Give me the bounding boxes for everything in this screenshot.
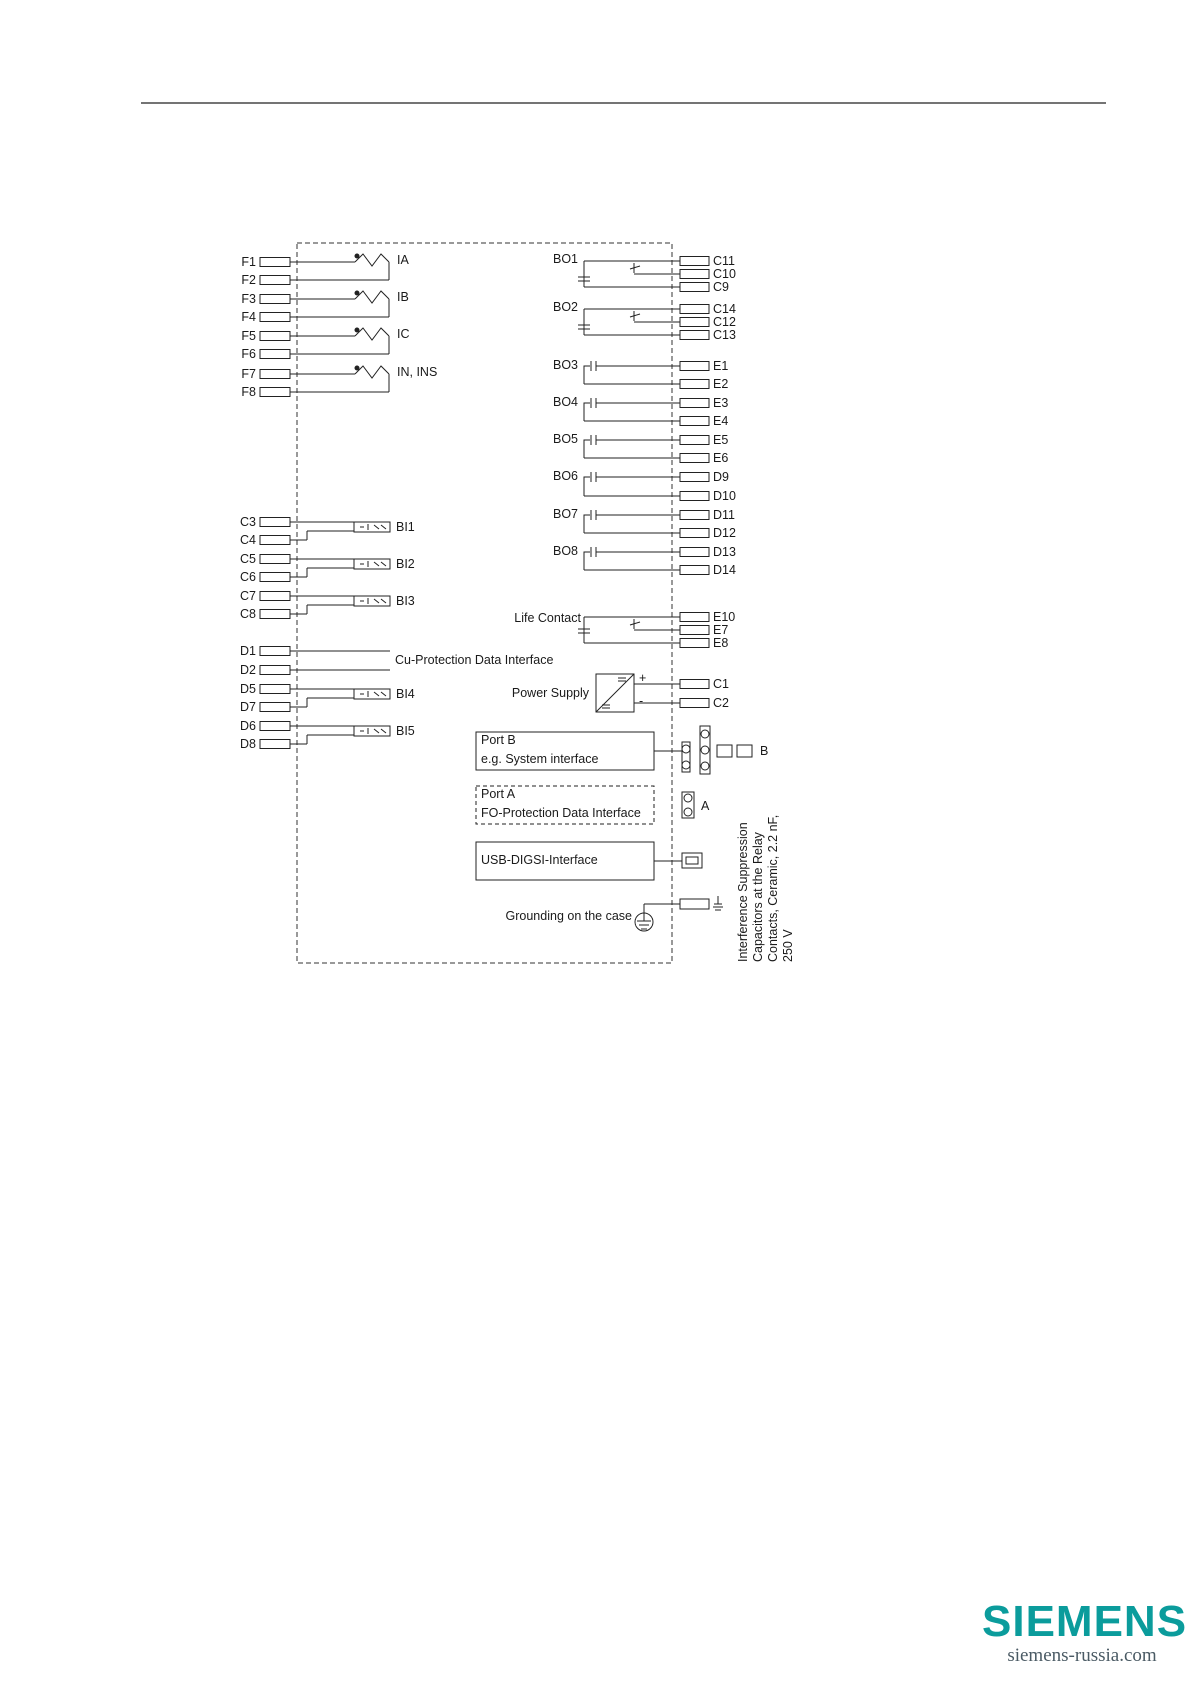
terminal-c6 [260,573,290,582]
terminal-e10 [680,613,709,622]
cu-interface-label: Cu-Protection Data Interface [395,653,554,667]
optocoupler-bi1 [354,522,390,532]
port-b-subtitle: e.g. System interface [481,752,599,766]
terminal-e6 [680,454,709,463]
logo-site: siemens-russia.com [1007,1645,1157,1666]
optocoupler-symbol [360,598,386,604]
port-a-pin [684,794,692,802]
relay-label-bo6: BO6 [553,469,579,483]
terminal-label-e10: E10 [713,610,736,624]
terminal-label-c7: C7 [240,589,256,603]
terminal-label-f1: F1 [241,255,256,269]
terminal-label-c9: C9 [713,280,729,294]
terminal-d12 [680,529,709,538]
side-note-line: Contacts, Ceramic, 2.2 nF, [766,814,780,962]
current-input-label-ic: IC [397,327,410,341]
terminal-c10 [680,270,709,279]
terminal-label-d12: D12 [713,526,736,540]
terminal-label-c12: C12 [713,315,736,329]
relay-wire [584,552,590,570]
terminal-label-d6: D6 [240,719,256,733]
relay-wire [584,515,590,533]
ground-symbol [637,913,651,929]
optocoupler-bi2 [354,559,390,569]
terminal-label-d11: D11 [713,508,736,522]
binary-input-label-bi3: BI3 [396,594,415,608]
terminal-f5 [260,332,290,341]
terminal-c4 [260,536,290,545]
terminal-label-f5: F5 [241,329,256,343]
terminal-e8 [680,639,709,648]
terminal-c8 [260,610,290,619]
terminal-c14 [680,305,709,314]
life-contact-label: Life Contact [514,611,581,625]
terminal-label-e6: E6 [713,451,729,465]
usb-label: USB-DIGSI-Interface [481,853,598,867]
terminal-label-c6: C6 [240,570,256,584]
terminal-label-c2: C2 [713,696,729,710]
relay-label-bo7: BO7 [553,507,579,521]
current-input-label-ib: IB [397,290,409,304]
terminal-label-e5: E5 [713,433,729,447]
terminal-label-e1: E1 [713,359,729,373]
terminal-label-c3: C3 [240,515,256,529]
relay-wire [584,477,590,496]
port-b-plug [737,745,752,757]
terminal-d7 [260,703,290,712]
relay-label-bo2: BO2 [553,300,579,314]
ct-polarity-dot [355,254,359,258]
terminal-c3 [260,518,290,527]
ct-polarity-dot [355,291,359,295]
side-note-line: Capacitors at the Relay [751,832,765,962]
terminal-label-d1: D1 [240,644,256,658]
port-b-pin [682,761,690,769]
terminal-label-d8: D8 [240,737,256,751]
terminal-f8 [260,388,290,397]
terminal-d11 [680,511,709,520]
ground-terminal [680,899,709,909]
ct-polarity-dot [355,366,359,370]
terminal-f2 [260,276,290,285]
terminal-label-f4: F4 [241,310,256,324]
power-plus-sign: + [639,671,647,685]
grounding-label: Grounding on the case [505,909,632,923]
relay-wire [584,440,590,458]
relay-contact [630,314,640,317]
port-a-connector [682,792,694,818]
optocoupler-symbol [360,691,386,697]
ground-terminal-icon [713,896,723,910]
terminal-d10 [680,492,709,501]
usb-connector-icon [682,853,702,868]
terminal-label-e8: E8 [713,636,729,650]
terminal-e4 [680,417,709,426]
ct-coil [355,291,389,303]
current-input-label-ia: IA [397,253,409,267]
terminal-label-e3: E3 [713,396,729,410]
terminal-label-d5: D5 [240,682,256,696]
optocoupler-bi3 [354,596,390,606]
ct-coil [355,254,389,266]
terminal-label-c1: C1 [713,677,729,691]
binary-input-label-bi1: BI1 [396,520,415,534]
terminal-f6 [260,350,290,359]
relay-label-bo4: BO4 [553,395,579,409]
terminal-label-f8: F8 [241,385,256,399]
terminal-d1 [260,647,290,656]
ct-coil [355,328,389,340]
terminal-d9 [680,473,709,482]
terminal-label-e7: E7 [713,623,729,637]
side-note-line: Interference Suppression [736,822,750,962]
port-b-connector-label: B [760,744,769,758]
terminal-d6 [260,722,290,731]
relay-label-bo8: BO8 [553,544,579,558]
optocoupler-symbol [360,561,386,567]
relay-label-bo1: BO1 [553,252,579,266]
terminal-d13 [680,548,709,557]
terminal-c11 [680,257,709,266]
optocoupler-symbol [360,728,386,734]
terminal-f7 [260,370,290,379]
port-b-title: Port B [481,733,516,747]
optocoupler-bi5 [354,726,390,736]
terminal-label-d7: D7 [240,700,256,714]
terminal-e3 [680,399,709,408]
terminal-e7 [680,626,709,635]
binary-input-label-bi5: BI5 [396,724,415,738]
current-input-label-in-ins: IN, INS [397,365,438,379]
terminal-label-e2: E2 [713,377,729,391]
terminal-c9 [680,283,709,292]
terminal-label-c11: C11 [713,254,736,268]
terminal-d14 [680,566,709,575]
port-a-connector-label: A [701,799,710,813]
terminal-e2 [680,380,709,389]
relay-contact [630,266,640,269]
optocoupler-bi4 [354,689,390,699]
terminal-c7 [260,592,290,601]
usb-connector-icon [686,857,698,864]
port-b-pin [701,762,709,770]
dc-symbol [602,705,610,708]
terminal-label-d9: D9 [713,470,729,484]
logo-brand: SIEMENS [982,1597,1188,1646]
binary-input-label-bi2: BI2 [396,557,415,571]
terminal-label-c10: C10 [713,267,736,281]
port-a-subtitle: FO-Protection Data Interface [481,806,641,820]
terminal-label-f3: F3 [241,292,256,306]
power-supply-converter [596,674,634,712]
port-b-pin [682,745,690,753]
terminal-f3 [260,295,290,304]
terminal-f1 [260,258,290,267]
terminal-label-f7: F7 [241,367,256,381]
terminal-d2 [260,666,290,675]
side-note-line: 250 V [781,929,795,962]
port-a-pin [684,808,692,816]
dc-symbol [618,678,626,681]
terminal-label-c4: C4 [240,533,256,547]
port-b-pin [701,730,709,738]
port-a-title: Port A [481,787,516,801]
ct-coil [355,366,389,378]
terminal-e1 [680,362,709,371]
terminal-c2 [680,699,709,708]
terminal-c5 [260,555,290,564]
optocoupler-symbol [360,524,386,530]
relay-contact [630,622,640,625]
terminal-label-f6: F6 [241,347,256,361]
relay-wire [584,403,590,421]
relay-label-bo5: BO5 [553,432,579,446]
terminal-c1 [680,680,709,689]
terminal-label-d10: D10 [713,489,736,503]
terminal-label-c14: C14 [713,302,736,316]
power-minus-sign: - [639,694,644,708]
siemens-logo [982,1597,1188,1668]
terminal-e5 [680,436,709,445]
relay-label-bo3: BO3 [553,358,579,372]
binary-input-label-bi4: BI4 [396,687,415,701]
terminal-label-d13: D13 [713,545,736,559]
terminal-label-c13: C13 [713,328,736,342]
terminal-label-f2: F2 [241,273,256,287]
terminal-label-d14: D14 [713,563,736,577]
terminal-c12 [680,318,709,327]
port-b-pin [701,746,709,754]
terminal-label-d2: D2 [240,663,256,677]
port-b-plug [717,745,732,757]
terminal-label-c5: C5 [240,552,256,566]
ct-polarity-dot [355,328,359,332]
relay-wire [584,366,590,384]
terminal-d8 [260,740,290,749]
power-supply-label: Power Supply [511,686,589,700]
terminal-c13 [680,331,709,340]
terminal-f4 [260,313,290,322]
terminal-d5 [260,685,290,694]
terminal-label-e4: E4 [713,414,729,428]
terminal-label-c8: C8 [240,607,256,621]
